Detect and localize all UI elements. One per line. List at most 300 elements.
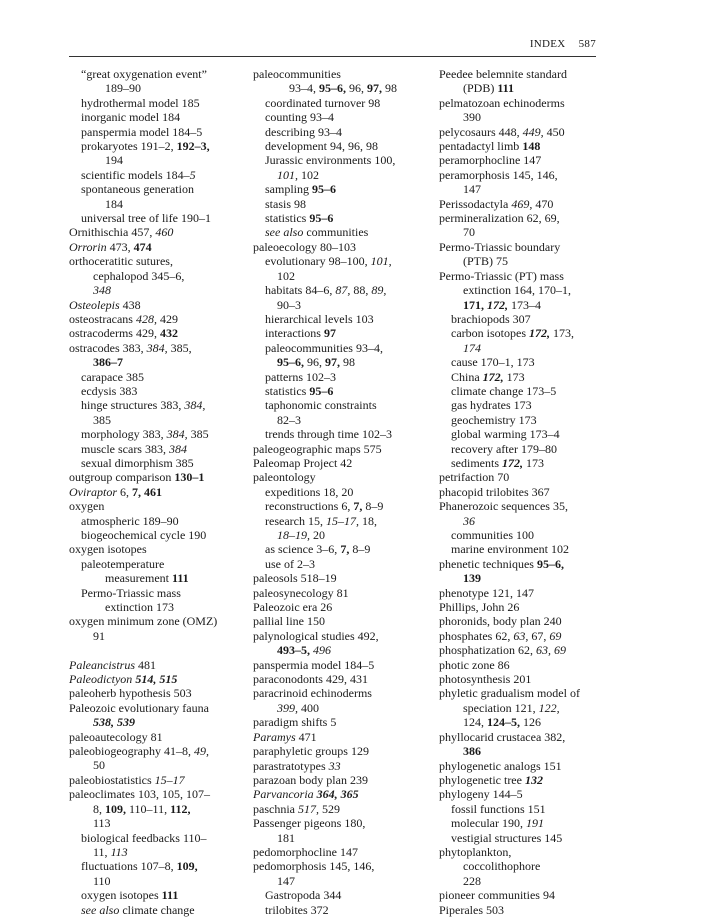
index-entry-text: prokaryotes 191–2, bbox=[81, 139, 177, 154]
index-entry-text: China bbox=[451, 369, 483, 384]
index-entry-text: 432 bbox=[159, 326, 178, 341]
index-entry-text: paleocommunities 93–4, bbox=[265, 340, 383, 355]
index-entry-line bbox=[253, 370, 437, 384]
index-entry-text: taphonomic constraints bbox=[265, 398, 377, 413]
index-entry-line bbox=[439, 528, 619, 542]
index-entry-text: Perissodactyla bbox=[439, 196, 512, 211]
index-entry-text: phenotype 121, 147 bbox=[439, 585, 534, 600]
index-entry-text: peramorphocline 147 bbox=[439, 153, 542, 168]
index-entry-text: 189–90 bbox=[105, 81, 141, 96]
index-entry-text: universal tree of life 190–1 bbox=[81, 211, 211, 226]
index-entry-line bbox=[439, 298, 619, 312]
index-entry-text: (PDB) bbox=[463, 81, 498, 96]
index-entry-text: 400 bbox=[298, 700, 319, 715]
index-entry-line bbox=[439, 557, 619, 571]
index-entry-line bbox=[69, 773, 251, 787]
index-entry-line bbox=[69, 413, 251, 427]
index-entry-line bbox=[69, 168, 251, 182]
index-entry-text: 390 bbox=[463, 110, 481, 125]
index-entry-line bbox=[69, 269, 251, 283]
index-entry-text: morphology 383, bbox=[81, 427, 167, 442]
index-entry-text: trends through time 102–3 bbox=[265, 427, 392, 442]
index-entry-line bbox=[439, 542, 619, 556]
index-entry-text: 67, bbox=[528, 628, 550, 643]
index-entry-text: 7, bbox=[340, 542, 350, 557]
index-entry-text: Paleozoic evolutionary fauna bbox=[69, 700, 209, 715]
index-entry-text: 130–1 bbox=[174, 470, 205, 485]
index-entry-text: 110–11, bbox=[126, 801, 171, 816]
index-entry-text: scientific models 184– bbox=[81, 167, 190, 182]
index-entry-text: 385 bbox=[93, 412, 111, 427]
index-entry-text: Paleomap Project 42 bbox=[253, 455, 353, 470]
index-entry-text: 98 bbox=[382, 81, 397, 96]
index-entry-line bbox=[439, 874, 619, 888]
index-entry-line bbox=[439, 370, 619, 384]
index-entry-text: 93–4, bbox=[289, 81, 319, 96]
index-entry-text: phyllocarid crustacea 382, bbox=[439, 729, 566, 744]
index-entry-text: 172, bbox=[502, 455, 523, 470]
index-entry-text: biogeochemical cycle 190 bbox=[81, 528, 207, 542]
index-entry-line bbox=[69, 701, 251, 715]
index-entry-text: 429 bbox=[156, 311, 178, 326]
index-entry-line bbox=[439, 658, 619, 672]
index-entry-text: patterns 102–3 bbox=[265, 369, 336, 384]
index-entry-line bbox=[253, 773, 437, 787]
index-entry-line bbox=[69, 81, 251, 95]
index-entry-line bbox=[439, 672, 619, 686]
index-column-2 bbox=[253, 67, 437, 917]
index-entry-line bbox=[439, 686, 619, 700]
index-entry-text: geochemistry 173 bbox=[451, 412, 537, 427]
index-entry-text: 33 bbox=[328, 758, 341, 773]
index-entry-text: statistics bbox=[265, 211, 310, 226]
index-entry-text: 461 bbox=[144, 484, 162, 499]
index-entry-line bbox=[253, 629, 437, 643]
index-entry-line bbox=[253, 701, 437, 715]
index-entry-text: 49, bbox=[193, 744, 209, 759]
index-entry-text: phacopid trilobites 367 bbox=[439, 484, 550, 499]
index-entry-text: pelmatozoan echinoderms bbox=[439, 95, 565, 110]
index-entry-text: 148 bbox=[522, 139, 541, 154]
index-entry-line bbox=[253, 874, 437, 888]
index-entry-text: petrifaction 70 bbox=[439, 470, 510, 485]
index-entry-line bbox=[253, 355, 437, 369]
index-entry-text: parastratotypes bbox=[253, 758, 329, 773]
index-entry-text: 18, bbox=[358, 513, 377, 528]
index-entry-text: paleosols 518–19 bbox=[253, 571, 337, 586]
index-entry-line bbox=[439, 571, 619, 585]
index-entry-text: 69 bbox=[549, 628, 562, 643]
index-entry-text: 91 bbox=[93, 628, 105, 643]
index-entry-text: carbon isotopes bbox=[451, 326, 529, 341]
index-entry-line bbox=[253, 283, 437, 297]
index-entry-text: 399, bbox=[277, 700, 298, 715]
index-entry-text: 89, bbox=[371, 283, 387, 298]
index-entry-line bbox=[439, 715, 619, 729]
index-entry-text: 111 bbox=[161, 888, 179, 903]
index-entry-text: 172, bbox=[482, 369, 504, 384]
index-entry-line bbox=[253, 759, 437, 773]
index-entry-text: speciation 121, bbox=[463, 700, 539, 715]
index-entry-line bbox=[439, 701, 619, 715]
index-entry-line bbox=[69, 514, 251, 528]
index-entry-line bbox=[253, 341, 437, 355]
index-entry-line bbox=[69, 542, 251, 556]
index-entry-text: paracrinoid echinoderms bbox=[253, 686, 372, 701]
index-entry-text: 147 bbox=[463, 182, 481, 197]
index-entry-text: 97, bbox=[325, 355, 340, 370]
index-entry-text: 95–6 bbox=[312, 182, 336, 197]
index-entry-line bbox=[253, 658, 437, 672]
index-entry-line bbox=[253, 672, 437, 686]
index-entry-text: paleontology bbox=[253, 470, 316, 485]
index-entry-line bbox=[69, 730, 251, 744]
index-entry-text: 110 bbox=[93, 873, 111, 888]
index-entry-text: 517, bbox=[297, 801, 319, 816]
index-entry-text: brachiopods 307 bbox=[451, 311, 531, 326]
index-entry-text: 87, bbox=[335, 283, 351, 298]
index-entry-line bbox=[253, 81, 437, 95]
index-entry-line bbox=[69, 888, 251, 902]
index-entry-text: 88, bbox=[350, 283, 372, 298]
index-entry-text: 126 bbox=[520, 715, 541, 730]
index-entry-line bbox=[69, 528, 251, 542]
index-entry-line bbox=[253, 326, 437, 340]
index-entry-text: 386–7 bbox=[93, 355, 123, 370]
index-entry-text: hierarchical levels 103 bbox=[265, 311, 374, 326]
index-entry-line bbox=[253, 730, 437, 744]
index-entry-text: Passenger pigeons 180, bbox=[253, 816, 366, 831]
index-entry-text: paleosynecology 81 bbox=[253, 585, 349, 600]
index-entry-text: panspermia model 184–5 bbox=[253, 657, 375, 672]
index-entry-line bbox=[439, 485, 619, 499]
index-entry-line bbox=[253, 586, 437, 600]
index-entry-text: global warming 173–4 bbox=[451, 427, 560, 442]
index-entry-line bbox=[69, 686, 251, 700]
index-entry-text: 97, bbox=[367, 81, 382, 96]
index-entry-line bbox=[439, 730, 619, 744]
index-entry-line bbox=[253, 888, 437, 902]
index-entry-text: expeditions 18, 20 bbox=[265, 484, 354, 499]
index-entry-line bbox=[439, 197, 619, 211]
index-entry-text: 63, 69 bbox=[535, 643, 566, 658]
index-entry-line bbox=[439, 514, 619, 528]
index-entry-line bbox=[69, 283, 251, 297]
index-entry-text: 348 bbox=[93, 283, 111, 298]
index-entry-line bbox=[439, 139, 619, 153]
index-entry-line bbox=[439, 859, 619, 873]
index-entry-line bbox=[69, 845, 251, 859]
index-entry-text: 438 bbox=[119, 297, 141, 312]
index-entry-text: use of 2–3 bbox=[265, 556, 315, 571]
index-entry-line bbox=[253, 240, 437, 254]
index-entry-line bbox=[439, 499, 619, 513]
index-entry-line bbox=[253, 816, 437, 830]
index-entry-line bbox=[69, 658, 251, 672]
index-entry-text: 228 bbox=[463, 873, 481, 888]
index-entry-text: palynological studies 492, bbox=[253, 628, 379, 643]
index-entry-text: paleoclimates 103, 105, 107– bbox=[69, 787, 210, 802]
index-entry-text: habitats 84–6, bbox=[265, 283, 336, 298]
index-entry-line bbox=[69, 499, 251, 513]
index-entry-line bbox=[253, 182, 437, 196]
index-entry-text: communities 100 bbox=[451, 528, 534, 542]
index-entry-text: 471 bbox=[295, 729, 317, 744]
index-entry-text: 173 bbox=[523, 455, 544, 470]
index-entry-text: 173 bbox=[503, 369, 525, 384]
index-entry-line bbox=[69, 903, 251, 917]
index-entry-text: carapace 385 bbox=[81, 369, 144, 384]
index-entry-line bbox=[439, 341, 619, 355]
index-entry-line bbox=[69, 557, 251, 571]
index-entry-text: 428, bbox=[135, 311, 157, 326]
index-entry-text: marine environment 102 bbox=[451, 542, 569, 557]
index-entry-text: cephalopod 345–6, bbox=[93, 268, 185, 283]
index-entry-text: “great oxygenation event” bbox=[81, 67, 207, 81]
index-entry-text: phytoplankton, bbox=[439, 844, 512, 859]
index-entry-text: gas hydrates 173 bbox=[451, 398, 532, 413]
index-entry-text: 98 bbox=[340, 355, 355, 370]
index-entry-line bbox=[439, 787, 619, 801]
index-entry-text: see also bbox=[81, 902, 120, 917]
index-entry-line bbox=[439, 442, 619, 456]
index-entry-line bbox=[69, 312, 251, 326]
index-entry-line bbox=[253, 197, 437, 211]
index-entry-text: 97 bbox=[323, 326, 336, 341]
index-entry-line bbox=[69, 225, 251, 239]
index-entry-text: biological feedbacks 110– bbox=[81, 830, 207, 845]
index-entry-text: phylogeny 144–5 bbox=[439, 787, 523, 802]
index-entry-text: 8, bbox=[93, 801, 105, 816]
index-entry-line bbox=[69, 787, 251, 801]
index-entry-text: 470 bbox=[532, 196, 554, 211]
index-entry-line bbox=[253, 125, 437, 139]
header-rule bbox=[69, 56, 596, 57]
index-entry-text: Permo-Triassic mass bbox=[81, 585, 181, 600]
index-entry-text: oxygen bbox=[69, 499, 105, 514]
index-entry-line bbox=[253, 413, 437, 427]
index-entry-line bbox=[439, 831, 619, 845]
index-entry-line bbox=[253, 254, 437, 268]
index-entry-text: 95–6, bbox=[536, 556, 564, 571]
index-entry-text: 449, bbox=[522, 124, 544, 139]
index-spacer bbox=[69, 643, 251, 657]
index-entry-line bbox=[253, 528, 437, 542]
index-entry-line bbox=[439, 629, 619, 643]
index-entry-text: 124, bbox=[463, 715, 487, 730]
index-entry-line bbox=[439, 456, 619, 470]
index-entry-text: sampling bbox=[265, 182, 312, 197]
index-entry-text: 173–4 bbox=[508, 297, 541, 312]
index-entry-text: Paleozoic era 26 bbox=[253, 600, 333, 615]
index-entry-line bbox=[439, 470, 619, 484]
index-entry-text: 95–6 bbox=[309, 383, 334, 398]
index-entry-line bbox=[253, 442, 437, 456]
index-entry-line bbox=[253, 614, 437, 628]
index-entry-text: 122, bbox=[538, 700, 560, 715]
index-entry-text: vestigial structures 145 bbox=[451, 830, 563, 845]
index-entry-text: pelycosaurs 448, bbox=[439, 124, 523, 139]
index-entry-text: 96, bbox=[304, 355, 325, 370]
index-entry-text: paraphyletic groups 129 bbox=[253, 744, 369, 759]
index-entry-text: inorganic model 184 bbox=[81, 110, 181, 125]
index-entry-text: phylogenetic tree bbox=[439, 772, 525, 787]
index-entry-line bbox=[253, 456, 437, 470]
index-entry-text: measurement bbox=[105, 571, 172, 586]
index-entry-text: orthoceratitic sutures, bbox=[69, 254, 173, 269]
index-entry-text: 95–6, bbox=[277, 355, 304, 370]
index-entry-line bbox=[439, 643, 619, 657]
index-entry-line bbox=[253, 744, 437, 758]
index-entry-text: 184 bbox=[105, 196, 123, 211]
index-entry-text: 181 bbox=[277, 830, 295, 845]
index-entry-line bbox=[69, 874, 251, 888]
index-entry-line bbox=[439, 586, 619, 600]
index-entry-text: Osteolepis bbox=[69, 297, 120, 312]
index-entry-text: 147 bbox=[277, 873, 295, 888]
index-entry-text: Gastropoda 344 bbox=[265, 888, 342, 903]
index-entry-line bbox=[69, 427, 251, 441]
index-entry-text: paraconodonts 429, 431 bbox=[253, 672, 368, 687]
index-entry-line bbox=[439, 759, 619, 773]
index-entry-text: see also bbox=[265, 225, 304, 240]
index-entry-text: coccolithophore bbox=[463, 859, 541, 874]
index-entry-text: Permo-Triassic (PT) mass bbox=[439, 268, 564, 283]
index-entry-line bbox=[253, 96, 437, 110]
index-entry-text: statistics bbox=[265, 383, 310, 398]
index-entry-line bbox=[439, 326, 619, 340]
index-entry-line bbox=[253, 686, 437, 700]
index-entry-line bbox=[439, 225, 619, 239]
index-entry-text: 111 bbox=[497, 81, 515, 96]
index-entry-text: spontaneous generation bbox=[81, 182, 194, 197]
index-entry-text: 171, bbox=[463, 297, 484, 312]
index-entry-line bbox=[69, 802, 251, 816]
index-entry-line bbox=[439, 269, 619, 283]
index-entry-text: reconstructions 6, bbox=[265, 499, 354, 514]
index-entry-line bbox=[439, 384, 619, 398]
index-entry-text: 112, bbox=[170, 801, 191, 816]
index-entry-line bbox=[69, 96, 251, 110]
index-entry-text: paleoecology 80–103 bbox=[253, 239, 356, 254]
index-entry-text: 364, 365 bbox=[316, 787, 359, 802]
index-entry-text: paleotemperature bbox=[81, 556, 165, 571]
index-entry-text: paleogeographic maps 575 bbox=[253, 441, 382, 456]
index-entry-line bbox=[253, 384, 437, 398]
index-entry-text: oxygen minimum zone (OMZ) bbox=[69, 614, 218, 629]
index-entry-line bbox=[69, 456, 251, 470]
index-entry-text: research 15, bbox=[265, 513, 326, 528]
index-entry-text: 474 bbox=[133, 239, 152, 254]
index-entry-text: 8–9 bbox=[362, 499, 384, 514]
page-number: 587 bbox=[578, 38, 596, 50]
index-entry-text: 101, bbox=[277, 167, 298, 182]
index-entry-text: 20 bbox=[310, 528, 325, 542]
index-entry-text: Ornithischia 457, bbox=[69, 225, 156, 240]
index-entry-text: photosynthesis 201 bbox=[439, 672, 532, 687]
index-entry-text: 96, bbox=[346, 81, 367, 96]
index-entry-line bbox=[439, 254, 619, 268]
index-entry-text: 113 bbox=[93, 816, 111, 831]
index-entry-text: phyletic gradualism model of bbox=[439, 686, 580, 701]
index-entry-text: describing 93–4 bbox=[265, 124, 342, 139]
index-entry-text: 385 bbox=[187, 427, 209, 442]
index-entry-text: 481 bbox=[135, 657, 156, 672]
index-entry-text: 109, bbox=[176, 859, 198, 874]
index-entry-text: atmospheric 189–90 bbox=[81, 513, 179, 528]
index-entry-text: 63, bbox=[513, 628, 529, 643]
index-entry-text: ostracoderms 429, bbox=[69, 326, 160, 341]
index-entry-line bbox=[69, 153, 251, 167]
index-entry-text: recovery after 179–80 bbox=[451, 441, 557, 456]
index-entry-line bbox=[253, 643, 437, 657]
index-entry-line bbox=[439, 153, 619, 167]
index-entry-line bbox=[253, 859, 437, 873]
index-entry-text: hinge structures 383, bbox=[81, 398, 185, 413]
index-entry-line bbox=[69, 571, 251, 585]
index-entry-text: paleoautecology 81 bbox=[69, 729, 163, 744]
index-entry-text: muscle scars 383, bbox=[81, 441, 169, 456]
index-entry-text: interactions bbox=[265, 326, 324, 341]
index-entry-line bbox=[69, 67, 251, 81]
index-entry-text: 192–3, bbox=[176, 139, 210, 154]
index-entry-line bbox=[439, 312, 619, 326]
index-entry-line bbox=[253, 787, 437, 801]
index-entry-text: 469, bbox=[511, 196, 533, 211]
index-entry-line bbox=[253, 269, 437, 283]
index-entry-text: Piperales 503 bbox=[439, 902, 504, 917]
index-entry-text: 514, 515 bbox=[135, 672, 178, 687]
index-entry-line bbox=[253, 139, 437, 153]
index-entry-line bbox=[69, 398, 251, 412]
index-entry-line bbox=[69, 384, 251, 398]
index-entry-text: peramorphosis 145, 146, bbox=[439, 167, 558, 182]
index-entry-line bbox=[253, 557, 437, 571]
index-entry-text: Paleodictyon bbox=[69, 672, 133, 687]
index-entry-text: 384, bbox=[166, 427, 188, 442]
index-entry-line bbox=[69, 629, 251, 643]
index-entry-text: pioneer communities 94 bbox=[439, 888, 555, 903]
index-entry-line bbox=[69, 211, 251, 225]
index-entry-line bbox=[439, 110, 619, 124]
index-entry-line bbox=[439, 81, 619, 95]
index-entry-text: 7, bbox=[132, 484, 141, 499]
index-entry-text: 450 bbox=[543, 124, 565, 139]
index-entry-line bbox=[253, 225, 437, 239]
index-entry-text: 95–6, bbox=[319, 81, 346, 96]
index-entry-line bbox=[69, 341, 251, 355]
index-entry-line bbox=[439, 427, 619, 441]
index-entry-text: ostracodes 383, bbox=[69, 340, 147, 355]
index-entry-line bbox=[253, 110, 437, 124]
index-entry-text: 111 bbox=[171, 571, 189, 586]
index-entry-line bbox=[253, 514, 437, 528]
index-entry-text: Peedee belemnite standard bbox=[439, 67, 567, 81]
index-entry-line bbox=[253, 470, 437, 484]
index-column-1 bbox=[69, 67, 251, 917]
index-entry-line bbox=[439, 600, 619, 614]
index-entry-text: paleocommunities bbox=[253, 67, 341, 81]
index-entry-line bbox=[253, 831, 437, 845]
index-entry-text: ecdysis 383 bbox=[81, 383, 138, 398]
index-entry-text: 50 bbox=[93, 758, 105, 773]
index-entry-line bbox=[69, 586, 251, 600]
index-entry-line bbox=[439, 355, 619, 369]
index-entry-line bbox=[69, 326, 251, 340]
index-entry-text: 90–3 bbox=[277, 297, 301, 312]
index-entry-text: 460 bbox=[155, 225, 174, 240]
index-entry-line bbox=[69, 197, 251, 211]
